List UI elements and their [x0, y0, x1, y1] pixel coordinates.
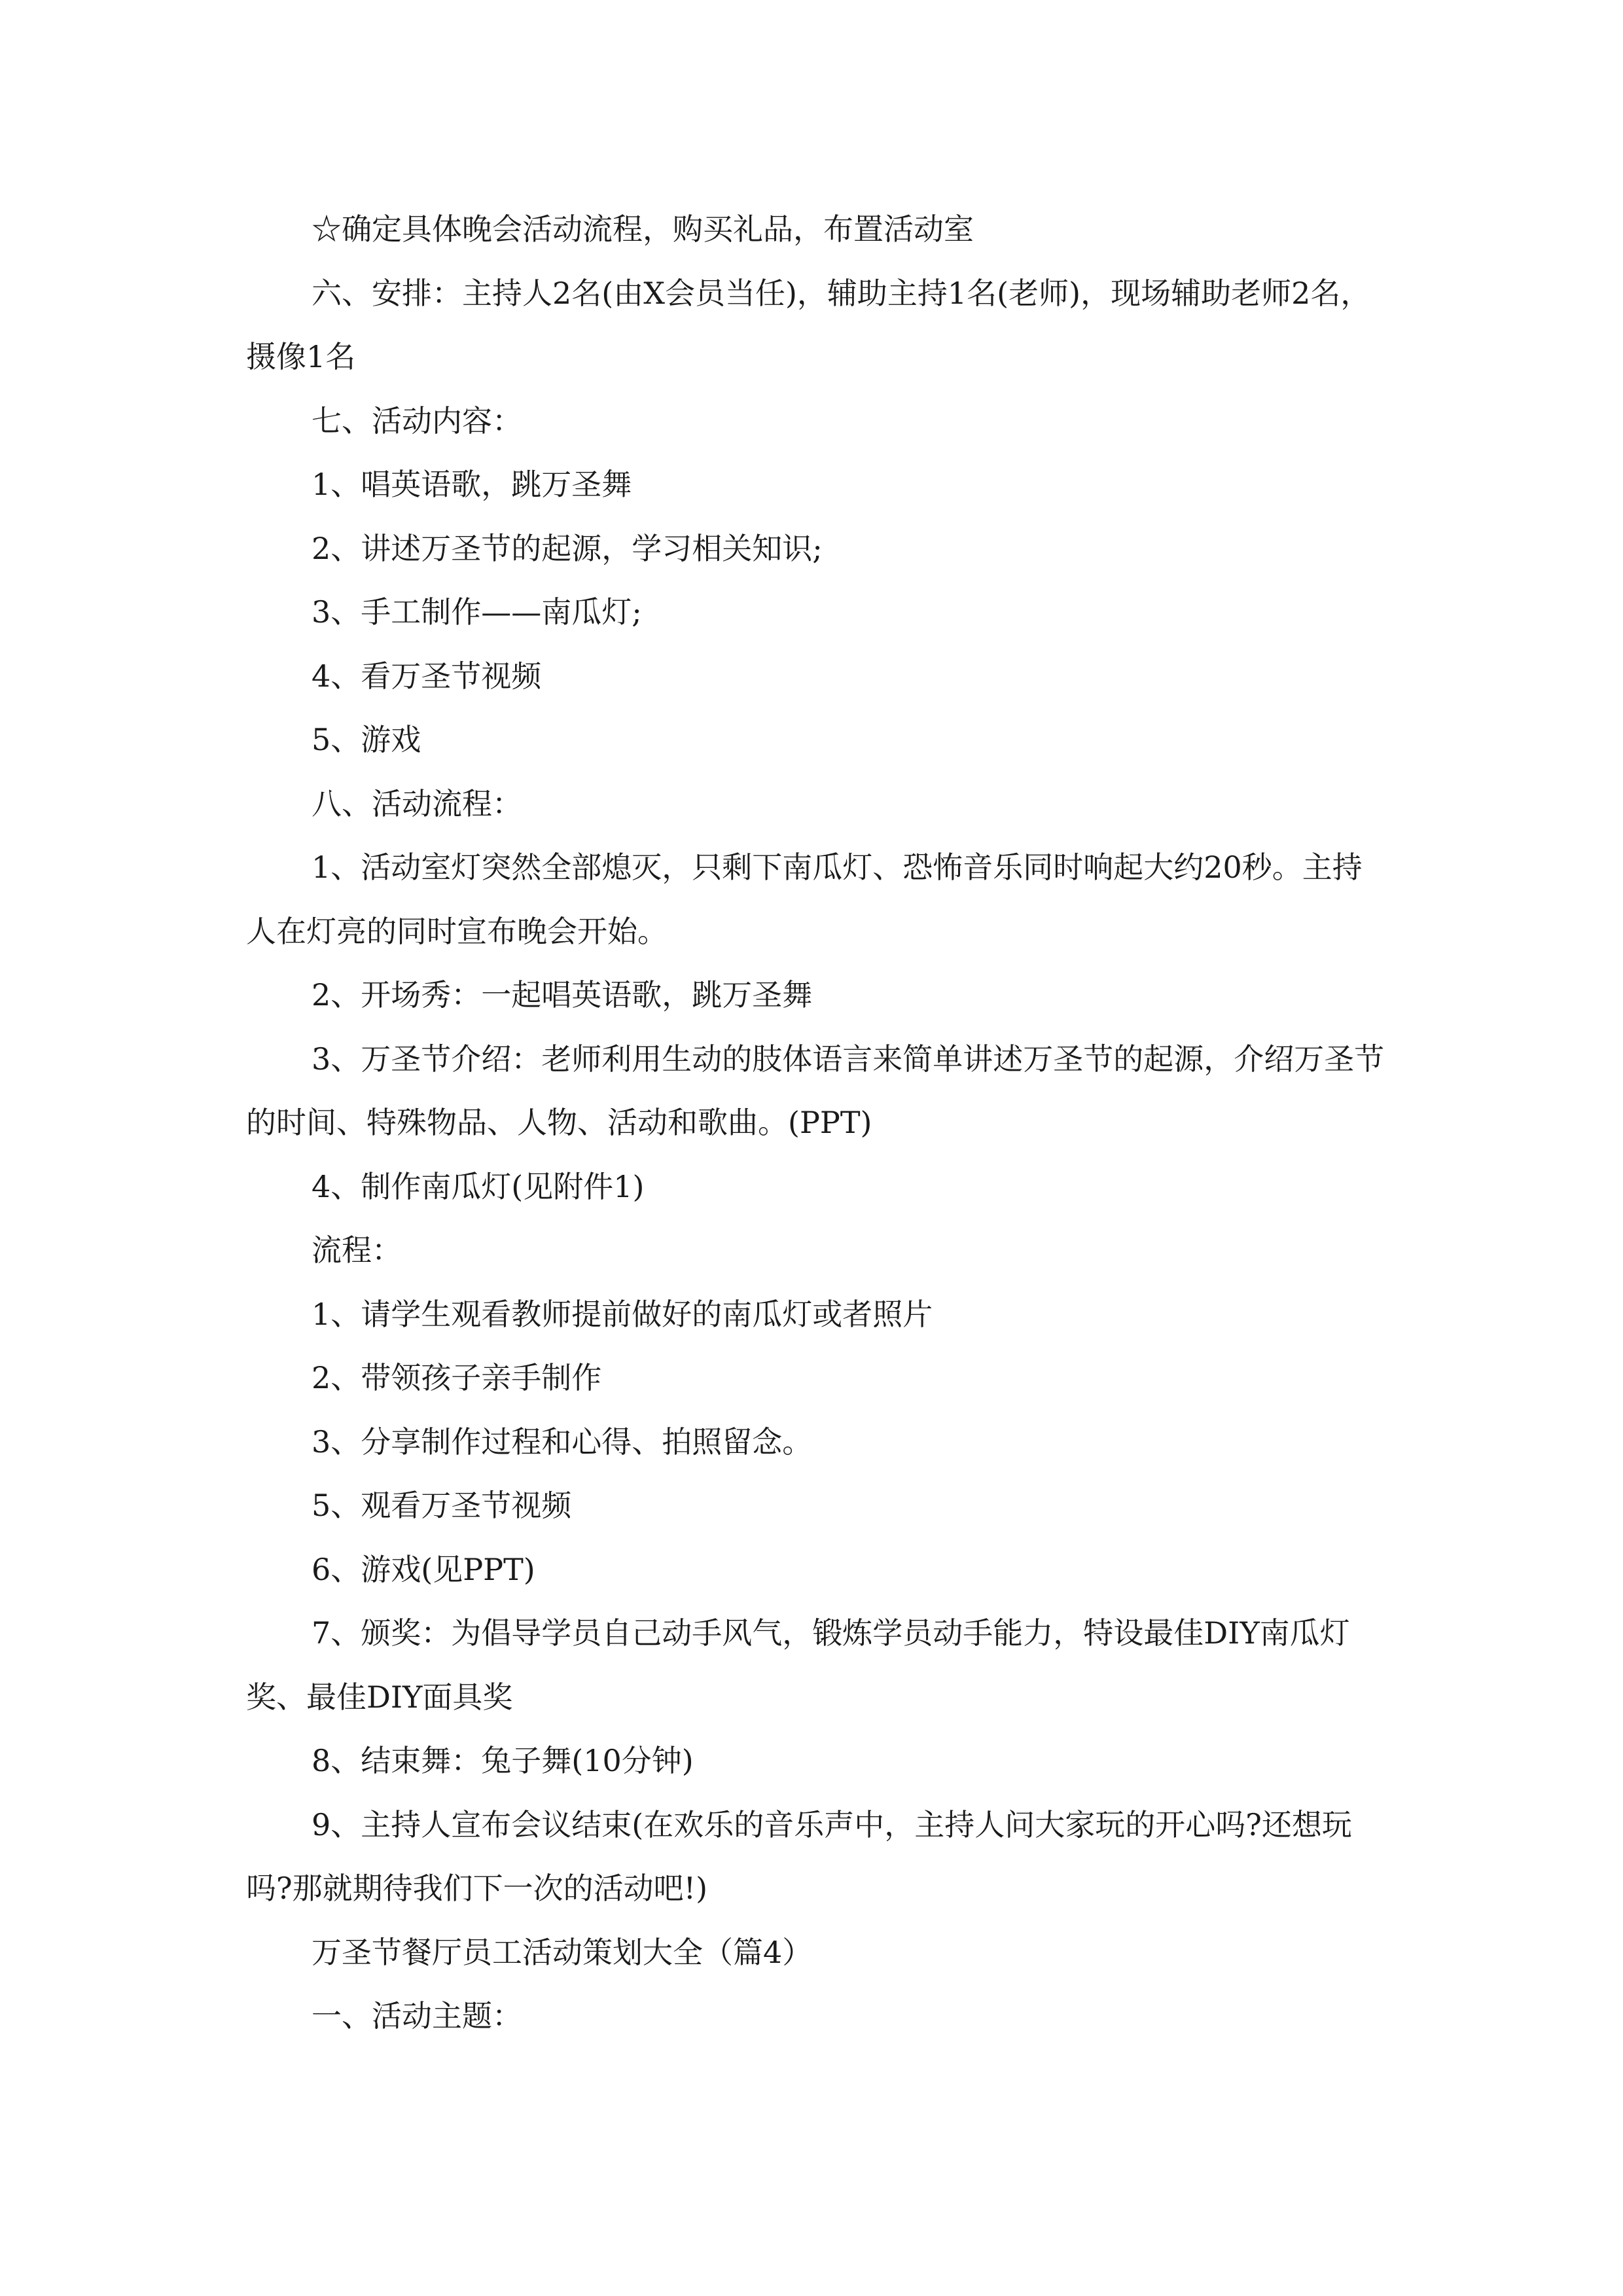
list-item-flow-6: 6、游戏(见PPT) [312, 1551, 535, 1587]
document-body [246, 198, 1385, 2049]
paragraph-subflow-heading: 流程： [312, 1232, 402, 1268]
list-item-flow-4: 4、制作南瓜灯(见附件1) [312, 1168, 645, 1204]
list-item-flow-5: 5、观看万圣节视频 [312, 1488, 572, 1523]
paragraph-theme-heading: 一、活动主题： [312, 1998, 522, 2034]
list-item-subflow-3: 3、分享制作过程和心得、拍照留念。 [312, 1424, 813, 1460]
section-title-part-4: 万圣节餐厅员工活动策划大全（篇4） [312, 1934, 813, 1970]
list-item-content-2: 2、讲述万圣节的起源，学习相关知识; [312, 530, 823, 566]
list-item-subflow-2: 2、带领孩子亲手制作 [312, 1360, 602, 1395]
list-item-flow-1: 1、活动室灯突然全部熄灭，只剩下南瓜灯、恐怖音乐同时响起大约20秒。主持人在灯亮的同时宣布晚会开始。 [246, 850, 1363, 949]
list-item-content-1: 1、唱英语歌，跳万圣舞 [312, 467, 632, 502]
list-item-flow-2: 2、开场秀：一起唱英语歌，跳万圣舞 [312, 977, 813, 1013]
list-item-content-3: 3、手工制作——南瓜灯; [312, 594, 642, 630]
paragraph-section-6-arrangement: 六、安排：主持人2名(由X会员当任)，辅助主持1名(老师)，现场辅助老师2名，摄像1名 [246, 275, 1371, 374]
paragraph-section-7-heading: 七、活动内容： [312, 403, 522, 439]
list-item-flow-3: 3、万圣节介绍：老师利用生动的肢体语言来简单讲述万圣节的起源，介绍万圣节的时间、特殊物品、人物、活动和歌曲。(PPT) [246, 1041, 1385, 1140]
list-item-flow-9: 9、主持人宣布会议结束(在欢乐的音乐声中，主持人问大家玩的开心吗?还想玩吗?那就期待我们下一次的活动吧!) [246, 1806, 1352, 1906]
paragraph-prep-steps: ☆确定具体晚会活动流程，购买礼品，布置活动室 [312, 211, 974, 247]
paragraph-section-8-heading: 八、活动流程： [312, 785, 522, 821]
list-item-content-4: 4、看万圣节视频 [312, 658, 542, 694]
list-item-content-5: 5、游戏 [312, 722, 421, 757]
list-item-subflow-1: 1、请学生观看教师提前做好的南瓜灯或者照片 [312, 1296, 933, 1332]
list-item-flow-7: 7、颁奖：为倡导学员自己动手风气，锻炼学员动手能力，特设最佳DIY南瓜灯奖、最佳DIY面具奖 [246, 1615, 1350, 1715]
list-item-flow-8: 8、结束舞：兔子舞(10分钟) [312, 1743, 694, 1778]
